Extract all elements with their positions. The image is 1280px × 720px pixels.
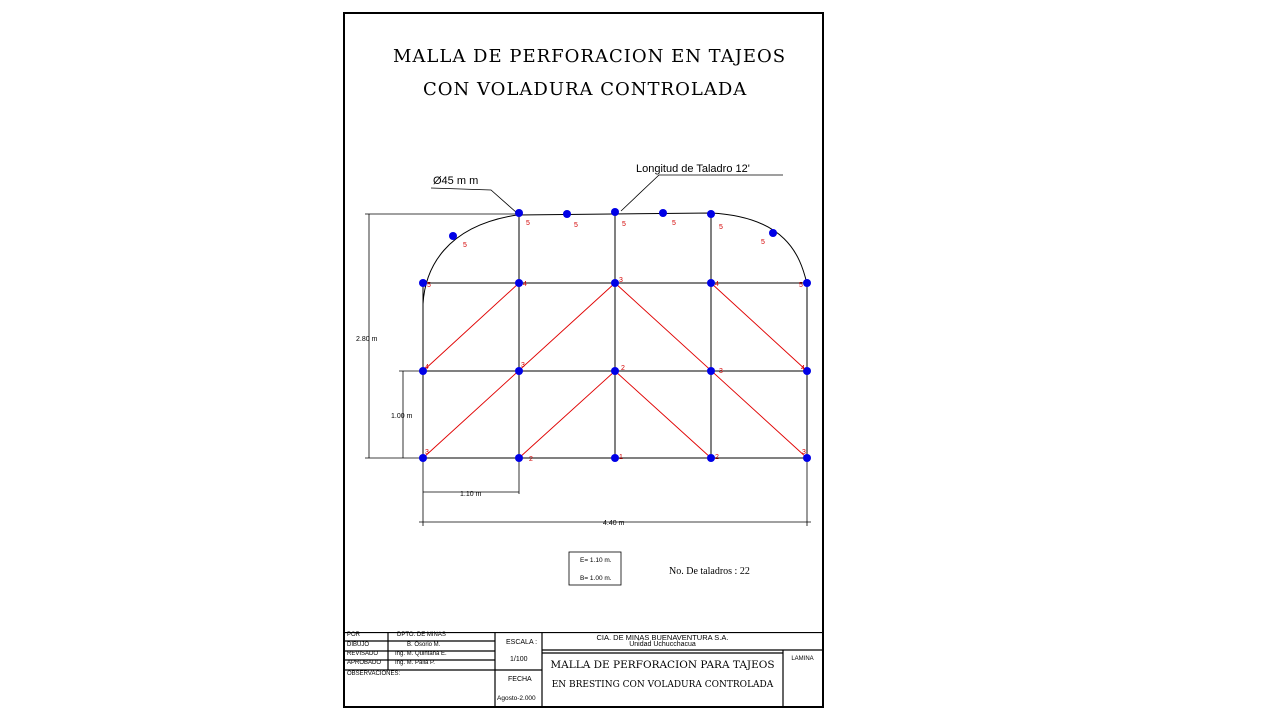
hole-delay-label: 3 <box>521 362 525 369</box>
revisado-label: REVISADO <box>347 651 379 657</box>
hole-delay-label: 5 <box>719 224 723 231</box>
blast-hole <box>419 279 427 287</box>
hole-delay-label: 5 <box>574 222 578 229</box>
row-spacing-label: 1.00 m <box>391 413 413 420</box>
observaciones-label: OBSERVACIONES: <box>347 671 401 677</box>
hole-delay-label: 5 <box>622 221 626 228</box>
hole-delay-label: 1 <box>619 454 623 461</box>
blast-pattern-diagram <box>345 14 826 710</box>
aprobado-label: APROBADO <box>347 660 382 666</box>
revisado-value: Ing. M. Quintana E. <box>395 651 447 657</box>
blast-hole <box>707 454 715 462</box>
hole-delay-label: 5 <box>761 239 765 246</box>
fecha-value: Agosto-2.000 <box>497 695 536 702</box>
title-line-2: CON VOLADURA CONTROLADA <box>423 79 748 100</box>
timing-line <box>519 371 615 458</box>
blast-hole <box>611 279 619 287</box>
title-line-1: MALLA DE PERFORACION EN TAJEOS <box>393 46 787 67</box>
hole-delay-label: 3 <box>619 277 623 284</box>
hole-delay-label: 2 <box>529 456 533 463</box>
por-value: DPTO. DE MINAS <box>397 632 446 638</box>
height-dim-label: 2.80 m <box>356 336 378 343</box>
hole-delay-label: 5 <box>427 282 431 289</box>
blast-hole <box>611 454 619 462</box>
blast-hole <box>611 367 619 375</box>
hole-delay-label: 2 <box>621 365 625 372</box>
drawing-sheet <box>343 12 824 708</box>
title-block <box>345 632 822 708</box>
col-spacing-label: 1.10 m <box>460 491 482 498</box>
timing-line <box>423 283 519 371</box>
spacing-box-e: E= 1.10 m. <box>580 557 612 564</box>
spacing-box-b: B= 1.00 m. <box>580 575 612 582</box>
company-name: CIA. DE MINAS BUENAVENTURA S.A. <box>596 633 729 642</box>
hole-count-label: No. De taladros : 22 <box>669 566 750 577</box>
lamina-label: LAMINA <box>791 656 814 662</box>
blast-hole <box>515 279 523 287</box>
hole-delay-label: 4 <box>801 365 805 372</box>
hole-delay-label: 4 <box>425 364 429 371</box>
escala-value: 1/100 <box>510 656 528 663</box>
diameter-annotation: Ø45 m m <box>433 175 479 187</box>
hole-delay-label: 5 <box>672 220 676 227</box>
drawing-title-2: EN BRESTING CON VOLADURA CONTROLADA <box>551 680 774 690</box>
escala-label: ESCALA : <box>506 639 538 646</box>
hole-delay-label: 2 <box>715 454 719 461</box>
blast-hole <box>449 232 457 240</box>
dibujo-label: DIBUJO <box>347 642 370 648</box>
blast-hole <box>515 209 523 217</box>
blast-hole <box>707 279 715 287</box>
diameter-leader <box>431 188 517 213</box>
blast-hole <box>611 208 619 216</box>
width-dim-label: 4.40 m <box>603 520 625 527</box>
blast-hole <box>707 367 715 375</box>
hole-delay-label: 3 <box>719 368 723 375</box>
dibujo-value: B. Osorio M. <box>407 642 441 648</box>
aprobado-value: Ing. M. Palla P. <box>395 660 435 666</box>
blast-hole <box>515 454 523 462</box>
hole-length-annotation: Longitud de Taladro 12' <box>636 163 750 175</box>
fecha-label: FECHA <box>508 676 532 683</box>
hole-delay-label: 4 <box>715 281 719 288</box>
drawing-title-1: MALLA DE PERFORACION PARA TAJEOS <box>550 659 775 671</box>
timing-line <box>615 371 711 458</box>
timing-line <box>711 283 807 371</box>
unit-name: Unidad Uchucchacua <box>629 641 696 648</box>
hole-delay-label: 4 <box>523 281 527 288</box>
por-label: POR <box>347 632 361 638</box>
hole-delay-label: 5 <box>799 282 803 289</box>
blast-hole <box>803 279 811 287</box>
hole-delay-label: 5 <box>463 242 467 249</box>
hole-delay-label: 3 <box>802 449 806 456</box>
blast-hole <box>707 210 715 218</box>
blast-hole <box>563 210 571 218</box>
length-leader <box>621 175 783 211</box>
hole-delay-label: 3 <box>425 449 429 456</box>
hole-delay-label: 5 <box>526 220 530 227</box>
blast-hole <box>659 209 667 217</box>
blast-hole <box>769 229 777 237</box>
